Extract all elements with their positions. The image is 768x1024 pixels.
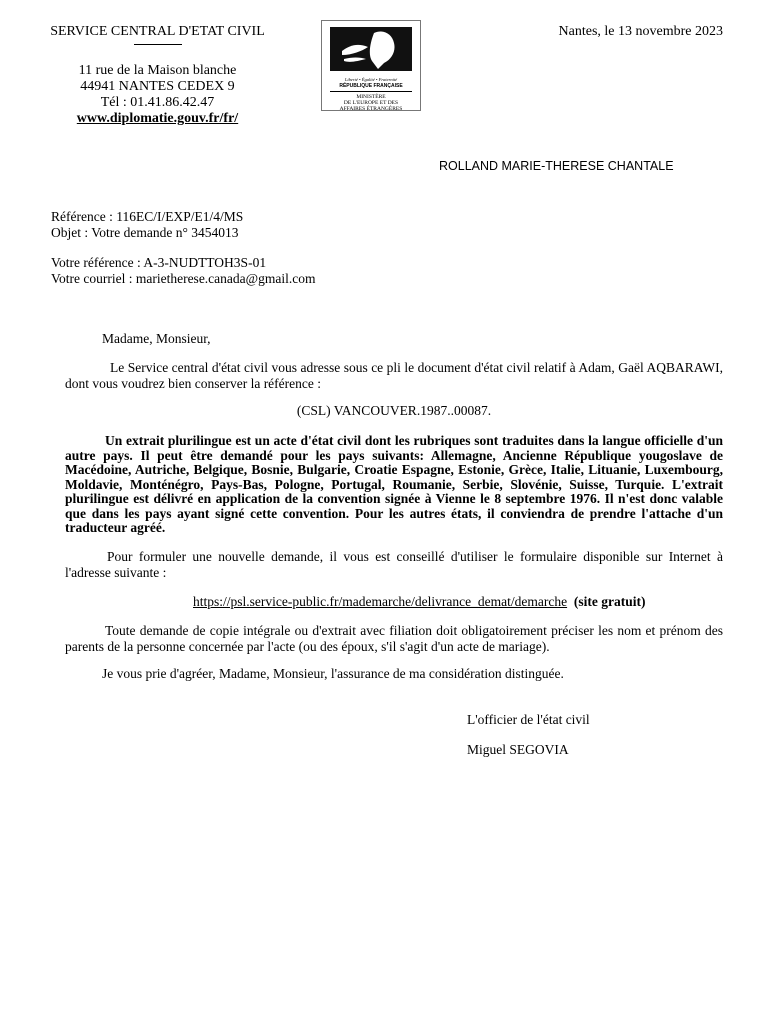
your-reference-line: Votre référence : A-3-NUDTTOH3S-01 [51,255,267,270]
salutation: Madame, Monsieur, [102,331,211,346]
recipient-name: ROLLAND MARIE-THERESE CHANTALE [439,159,674,173]
address-line-1: 11 rue de la Maison blanche [78,63,237,78]
free-site-note: (site gratuit) [573,594,646,609]
signatory-name: Miguel SEGOVIA [467,742,569,757]
sender-block [30,24,285,127]
reference-line: Référence : 116EC/I/EXP/E1/4/MS [51,209,244,224]
header-rule [134,44,182,45]
paragraph-copy-requirements: Toute demande de copie intégrale ou d'extrait avec filiation doit obligatoirement préciser les nom et prénom des parents de la personne concernée par l'acte (ou des époux, s'il s'agit d'un acte de mariage). [65,623,723,654]
logo-divider [330,91,412,92]
address-line-2: 44941 NANTES CEDEX 9 [80,79,235,94]
ministry-name [322,94,420,112]
phone-number: Tél : 01.41.86.42.47 [100,95,215,110]
reference-block [51,209,243,241]
website-link[interactable]: www.diplomatie.gouv.fr/fr/ [76,111,239,126]
object-line: Objet : Votre demande n° 3454013 [51,225,239,240]
republic-motto: Liberté • Égalité • Fraternité [344,77,398,82]
letter-date: Nantes, le 13 novembre 2023 [558,24,723,39]
paragraph-document-sent: Le Service central d'état civil vous adresse sous ce pli le document d'état civil relatif à Adam, Gaël AQBARAWI, dont vous voudrez bien conserver la référence : [65,360,723,391]
csl-reference: (CSL) VANCOUVER.1987..00087. [296,403,492,418]
ministry-line-3: AFFAIRES ÉTRANGÈRES [339,106,403,112]
ministry-line-2: DE L'EUROPE ET DES [343,100,399,106]
request-link-line [193,594,645,610]
service-name: SERVICE CENTRAL D'ETAT CIVIL [50,24,265,39]
service-public-link[interactable]: https://psl.service-public.fr/mademarche/delivrance_demat/demarche [193,594,568,609]
signatory-title: L'officier de l'état civil [467,712,590,727]
republic-name: RÉPUBLIQUE FRANÇAISE [339,83,403,89]
closing-formula: Je vous prie d'agréer, Madame, Monsieur, l'assurance de ma considération distinguée. [102,666,564,681]
your-reference-block [51,255,315,287]
ministry-line-1: MINISTÈRE [356,94,386,100]
your-email-line: Votre courriel : marietherese.canada@gmail.com [51,271,316,286]
republique-francaise-logo [321,20,421,111]
paragraph-multilingual-extract: Un extrait plurilingue est un acte d'état civil dont les rubriques sont traduites dans la langue officielle d'un autre pays. Il peut être demandé pour les pays suivants: Allemagne, Ancienne République yougoslave de Macédoine, Autriche, Belgique, Bosnie, Bulgarie, Croatie Espagne, Estonie, Grèce, Italie, Lituanie, Luxembourg, Moldavie, Monténégro, Pays-Bas, Pologne, Portugal, Roumanie, Serbie, Slovénie, Suisse, Turquie. L'extrait plurilingue est délivré en application de la convention signée à Vienne le 8 septembre 1976. Il n'est donc valable que dans les pays ayant signé cette convention. Pour les autres états, il conviendra de prendre l'attache d'un traducteur agréé. [65,433,723,535]
marianne-emblem-icon [322,21,420,75]
paragraph-new-request: Pour formuler une nouvelle demande, il vous est conseillé d'utiliser le formulaire disponible sur Internet à l'adresse suivante : [65,549,723,580]
